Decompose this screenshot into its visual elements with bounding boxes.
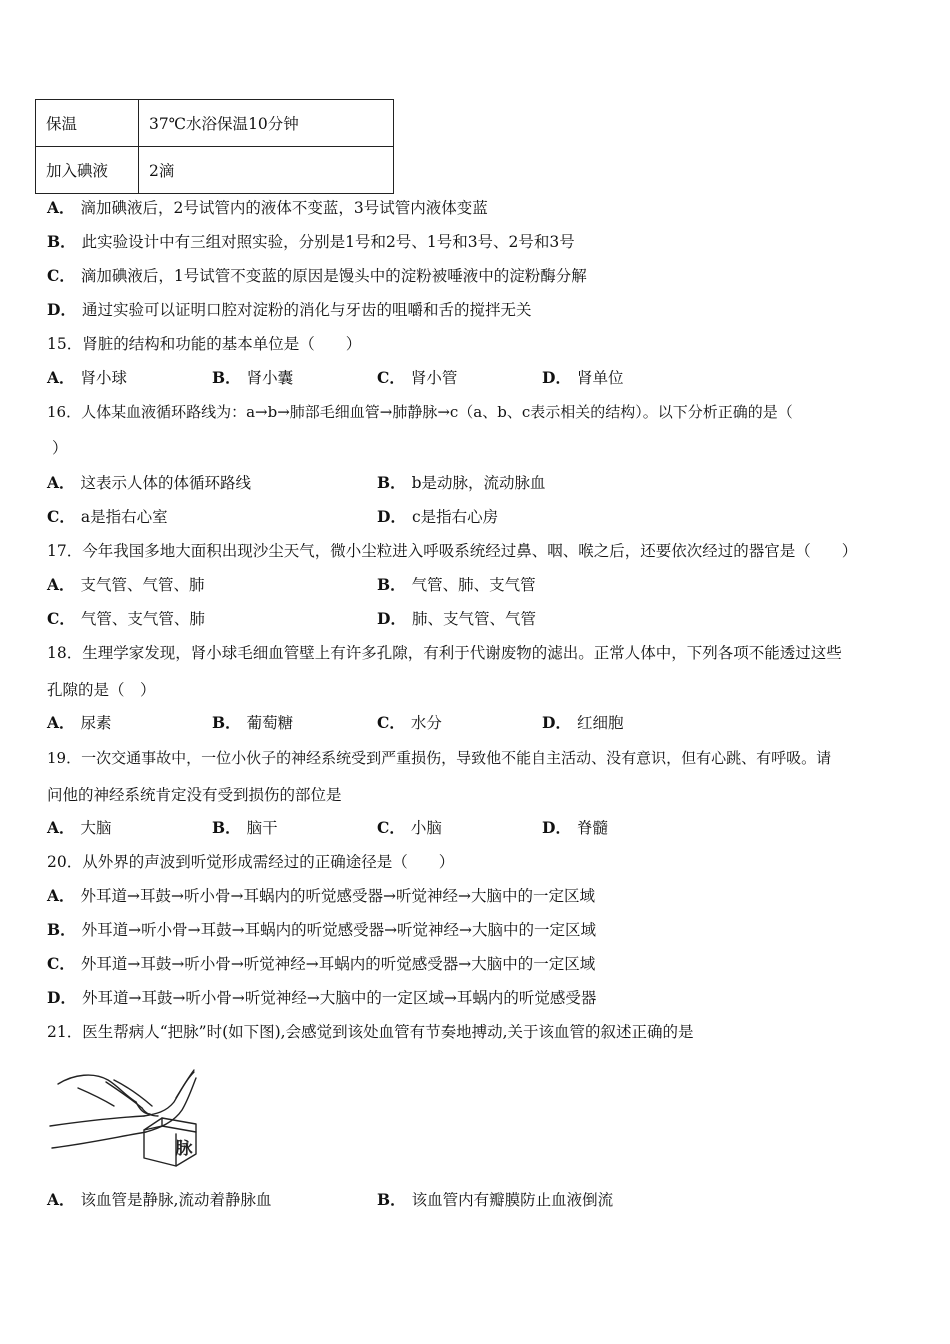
option-text: 肺、支气管、气管	[411, 610, 536, 628]
option-text: 外耳道→耳鼓→听小骨→听觉神经→大脑中的一定区域→耳蜗内的听觉感受器	[81, 989, 597, 1007]
q15-option-a	[47, 368, 127, 388]
q14-option-a	[47, 198, 488, 218]
option-text: 外耳道→耳鼓→听小骨→耳蜗内的听觉感受器→听觉神经→大脑中的一定区域	[80, 887, 595, 905]
option-text: 外耳道→听小骨→耳鼓→耳蜗内的听觉感受器→听觉神经→大脑中的一定区域	[81, 921, 597, 939]
q14-option-d	[47, 300, 531, 320]
q20-option-c	[47, 954, 595, 974]
option-text: c是指右心房	[411, 508, 499, 526]
option-label: C．	[47, 954, 75, 973]
option-text: 红细胞	[576, 714, 624, 732]
pulse-label: 脉	[175, 1139, 193, 1159]
q16-stem-line2: ）	[52, 439, 68, 457]
option-text: 气管、支气管、肺	[80, 610, 205, 628]
q19-option-d	[542, 818, 608, 838]
q18-stem-line2: 孔隙的是（ ）	[47, 681, 156, 699]
q21-option-a	[47, 1190, 271, 1210]
option-label: B．	[377, 473, 406, 492]
q19-option-b	[212, 818, 278, 838]
q17-option-a	[47, 575, 205, 595]
option-text: 脊髓	[576, 819, 608, 837]
option-label: C．	[377, 713, 405, 732]
q14-option-b	[47, 232, 575, 252]
option-text: 大脑	[80, 819, 112, 837]
option-label: C．	[47, 609, 75, 628]
q17-option-c	[47, 609, 205, 629]
q20-stem: 20．从外界的声波到听觉形成需经过的正确途径是（ ）	[47, 853, 455, 871]
option-text: 肾小管	[410, 369, 458, 387]
q20-option-a	[47, 886, 595, 906]
q18-option-b	[212, 713, 293, 733]
option-text: 外耳道→耳鼓→听小骨→听觉神经→耳蜗内的听觉感受器→大脑中的一定区域	[80, 955, 596, 973]
option-text: 该血管是静脉,流动着静脉血	[80, 1191, 272, 1209]
q16-stem-line1: 16．人体某血液循环路线为：a→b→肺部毛细血管→肺静脉→c（a、b、c表示相关的结构）。以下分析正确的是（	[47, 403, 793, 421]
q15-option-d	[542, 368, 623, 388]
option-text: b是动脉，流动脉血	[411, 474, 546, 492]
q20-option-b	[47, 920, 596, 940]
q19-stem-line2: 问他的神经系统肯定没有受到损伤的部位是	[47, 786, 342, 804]
option-text: 气管、肺、支气管	[411, 576, 536, 594]
q15-option-c	[377, 368, 457, 388]
table-cell-step: 加入碘液	[36, 147, 139, 194]
option-label: B．	[377, 1190, 406, 1209]
q16-option-b	[377, 473, 546, 493]
option-text: 肾小球	[80, 369, 128, 387]
q19-option-c	[377, 818, 442, 838]
option-label: B．	[212, 713, 241, 732]
option-label: D．	[47, 300, 76, 319]
table-cell-value: 2滴	[139, 147, 394, 194]
table-row	[36, 147, 394, 194]
option-text: a是指右心室	[80, 508, 168, 526]
q15-stem: 15．肾脏的结构和功能的基本单位是（ ）	[47, 335, 362, 353]
option-text: 该血管内有瓣膜防止血液倒流	[411, 1191, 614, 1209]
option-text: 这表示人体的体循环路线	[80, 474, 252, 492]
option-label: A．	[47, 1190, 75, 1209]
option-label: A．	[47, 713, 75, 732]
option-label: D．	[47, 988, 76, 1007]
option-text: 葡萄糖	[246, 714, 294, 732]
option-text: 肾小囊	[246, 369, 294, 387]
q18-option-a	[47, 713, 112, 733]
q20-option-d	[47, 988, 596, 1008]
q19-option-a	[47, 818, 112, 838]
q16-option-d	[377, 507, 498, 527]
q19-stem-line1: 19．一次交通事故中，一位小伙子的神经系统受到严重损伤，导致他不能自主活动、没有意识，但有心跳、有呼吸。请	[47, 749, 832, 767]
option-text: 尿素	[80, 714, 112, 732]
option-label: D．	[542, 713, 571, 732]
option-label: C．	[47, 266, 75, 285]
option-label: C．	[377, 818, 405, 837]
option-label: C．	[47, 507, 75, 526]
option-text: 支气管、气管、肺	[80, 576, 205, 594]
option-label: A．	[47, 818, 75, 837]
q18-option-c	[377, 713, 442, 733]
option-label: B．	[212, 368, 241, 387]
option-text: 滴加碘液后，1号试管不变蓝的原因是馒头中的淀粉被唾液中的淀粉酶分解	[80, 267, 587, 285]
q17-option-d	[377, 609, 536, 629]
option-text: 水分	[410, 714, 442, 732]
q15-option-b	[212, 368, 293, 388]
option-label: D．	[542, 368, 571, 387]
option-label: B．	[47, 232, 76, 251]
option-label: A．	[47, 473, 75, 492]
option-label: C．	[377, 368, 405, 387]
experiment-table	[35, 99, 394, 194]
table-row	[36, 100, 394, 147]
option-label: B．	[212, 818, 241, 837]
table-cell-value: 37℃水浴保温10分钟	[139, 100, 394, 147]
q14-option-c	[47, 266, 587, 286]
q18-stem-line1: 18．生理学家发现，肾小球毛细血管壁上有许多孔隙，有利于代谢废物的滤出。正常人体中，下列各项不能透过这些	[47, 644, 842, 662]
option-label: A．	[47, 886, 75, 905]
option-label: D．	[377, 507, 406, 526]
option-text: 滴加碘液后，2号试管内的液体不变蓝，3号试管内液体变蓝	[80, 199, 488, 217]
q16-option-c	[47, 507, 168, 527]
option-label: D．	[542, 818, 571, 837]
option-label: A．	[47, 368, 75, 387]
q21-option-b	[377, 1190, 613, 1210]
option-label: B．	[47, 920, 76, 939]
q18-option-d	[542, 713, 623, 733]
option-label: A．	[47, 575, 75, 594]
q21-stem: 21．医生帮病人“把脉”时(如下图),会感觉到该处血管有节奏地搏动,关于该血管的叙述正确的是	[47, 1023, 694, 1041]
option-label: D．	[377, 609, 406, 628]
table-cell-step: 保温	[36, 100, 139, 147]
hand-pulse-illustration	[48, 1066, 198, 1170]
option-label: A．	[47, 198, 75, 217]
option-label: B．	[377, 575, 406, 594]
option-text: 此实验设计中有三组对照实验，分别是1号和2号、1号和3号、2号和3号	[81, 233, 575, 251]
option-text: 肾单位	[576, 369, 624, 387]
q17-option-b	[377, 575, 536, 595]
option-text: 小脑	[410, 819, 442, 837]
q16-option-a	[47, 473, 251, 493]
pulse-taking-figure	[48, 1066, 198, 1170]
q17-stem: 17．今年我国多地大面积出现沙尘天气，微小尘粒进入呼吸系统经过鼻、咽、喉之后，还要依次经过的器官是（ ）	[47, 542, 858, 560]
option-text: 通过实验可以证明口腔对淀粉的消化与牙齿的咀嚼和舌的搅拌无关	[81, 301, 532, 319]
option-text: 脑干	[246, 819, 278, 837]
